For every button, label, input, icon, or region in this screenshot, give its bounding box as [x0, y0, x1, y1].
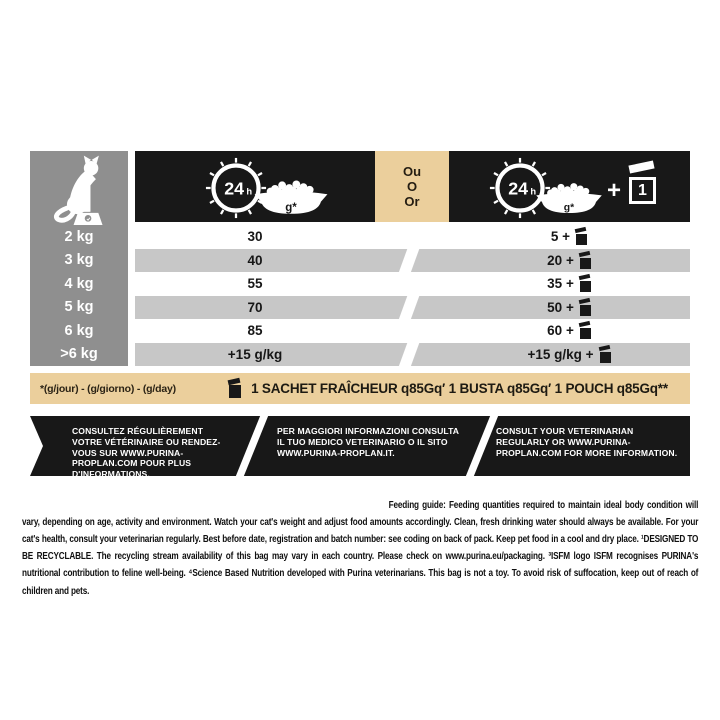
clock-label: 24	[508, 178, 529, 199]
weight-label: 5 kg	[30, 296, 128, 320]
feeding-table-rows	[30, 225, 690, 366]
row-values	[135, 225, 690, 249]
weight-label: 4 kg	[30, 272, 128, 296]
mix-amount-value: +15 g/kg +	[527, 346, 594, 362]
pouch-flap	[579, 251, 591, 257]
pouch-icon	[229, 379, 242, 399]
table-row	[30, 249, 690, 273]
pouch-count: 1	[629, 177, 656, 204]
row-values	[135, 319, 690, 343]
mix-amount-value: 5 +	[550, 229, 571, 245]
info-box-italian: PER MAGGIORI INFORMAZIONI CONSULTA IL TUO MEDICO VETERINARIO O IL SITO WWW.PURINA-PROPLAN.IT.	[277, 426, 459, 458]
pouch-flap	[579, 274, 591, 280]
weight-label: 3 kg	[30, 249, 128, 273]
pouch-flap	[579, 321, 591, 327]
row-values	[135, 272, 690, 296]
units-footnote: *(g/jour) - (g/giorno) - (g/day)	[40, 382, 176, 395]
diagonal-divider	[399, 249, 420, 273]
sachet-text: 1 SACHET FRAÎCHEUR q85Gq′ 1 BUSTA q85Gq′ 1 POUCH q85Gq**	[251, 381, 668, 396]
info-box-english: CONSULT YOUR VETERINARIAN REGULARLY OR WWW.PURINA-PROPLAN.COM FOR MORE INFORMATION.	[496, 426, 678, 458]
feeding-guide-body: Feeding quantities required to maintain ideal body condition will vary, depending on age, activity and environment. Watch your cat's weight and adjust food amounts accordingly. Clean, fresh drinking water should always be available. For your cat's health, consult your veterinarian regularly. Best before date, registration and batch number: see coding on back of pack. Keep pet food in a cool and dry place. ¹DESIGNED TO BE RECYCLABLE. The recycling stream availability of this bag may vary in each country. Please check on www.purina.eu/packaging. ³ISFM logo ISFM recognises PURINA's nutritional contribution to feline well-being. ⁴Science Based Nutrition developed with Purina veterinarians. This bag is not a toy. To avoid risk of suffocation, keep out of reach of children and pets.	[22, 498, 699, 597]
row-values	[135, 249, 690, 273]
or-line-it: O	[406, 179, 418, 194]
pouch-icon	[580, 275, 592, 292]
mix-amount-cell	[449, 225, 690, 249]
pouch-flap	[628, 160, 654, 173]
pouch-icon	[629, 162, 663, 204]
mix-amount-cell	[449, 296, 690, 320]
table-row	[30, 319, 690, 343]
or-line-fr: Ou	[402, 164, 422, 179]
dry-amount-value: 30	[247, 229, 263, 245]
mix-amount-cell	[449, 343, 690, 367]
weight-label: >6 kg	[30, 343, 128, 367]
sachet-note	[215, 373, 682, 404]
pouch-flap	[598, 345, 610, 351]
pouch-body	[229, 385, 241, 398]
column-gutter	[128, 343, 135, 367]
mix-amount-value: 20 +	[547, 252, 574, 268]
dry-amount-value: 40	[247, 252, 263, 268]
or-line-en: Or	[404, 194, 420, 209]
dry-amount-value: 85	[247, 323, 263, 339]
band-divider	[465, 415, 498, 477]
column-gutter	[128, 225, 135, 249]
mix-amount-cell	[449, 319, 690, 343]
diagonal-divider	[399, 343, 420, 367]
table-row	[30, 225, 690, 249]
column-gutter	[128, 319, 135, 343]
footnote-bar	[30, 373, 690, 404]
clock-suffix: h	[246, 185, 253, 197]
row-values	[135, 343, 690, 367]
bowl-grams-label: g*	[285, 202, 297, 215]
pouch-icon	[576, 228, 588, 245]
pouch-icon	[580, 252, 592, 269]
diagonal-divider	[399, 296, 420, 320]
dry-amount-value: 70	[247, 299, 263, 315]
pouch-flap	[579, 298, 591, 304]
pouch-body	[576, 234, 587, 245]
mix-amount-cell	[449, 249, 690, 273]
weight-label: 6 kg	[30, 319, 128, 343]
plus-sign: +	[607, 177, 622, 204]
pouch-body	[580, 281, 591, 292]
pouch-body	[600, 352, 611, 363]
dry-amount-value: +15 g/kg	[227, 346, 283, 362]
band-left-notch	[30, 416, 43, 476]
pouch-body	[580, 328, 591, 339]
mix-amount-cell	[449, 272, 690, 296]
column-gutter	[128, 296, 135, 320]
pouch-icon	[580, 322, 592, 339]
bowl-grams-label: g*	[563, 202, 575, 214]
feeding-guide-paragraph	[22, 497, 698, 600]
mix-amount-value: 35 +	[547, 276, 574, 292]
pouch-flap	[575, 227, 587, 233]
dry-amount-value: 55	[247, 276, 263, 292]
column-gutter	[128, 272, 135, 296]
cat-on-scale-icon	[39, 155, 119, 225]
weight-label: 2 kg	[30, 225, 128, 249]
mix-amount-value: 50 +	[547, 299, 574, 315]
pouch-icon	[580, 299, 592, 316]
table-row	[30, 272, 690, 296]
veterinarian-info-band	[30, 416, 690, 480]
column-gutter	[128, 249, 135, 273]
table-row	[30, 343, 690, 367]
info-box-french: CONSULTEZ RÉGULIÈREMENT VOTRE VÉTÉRINAIRE OU RENDEZ-VOUS SUR WWW.PURINA-PROPLAN.COM POUR PLUS D'INFORMATIONS.	[72, 426, 221, 480]
food-bowl-icon	[251, 176, 331, 216]
mix-column-header	[449, 151, 690, 222]
dry-column-header	[135, 151, 375, 222]
weight-column-header-cell	[30, 151, 128, 225]
pouch-body	[580, 258, 591, 269]
pouch-icon	[600, 346, 612, 363]
food-bowl-icon	[533, 179, 605, 215]
mix-amount-value: 60 +	[547, 323, 574, 339]
feeding-guide-title: Feeding guide:	[388, 498, 446, 511]
or-cell	[375, 151, 449, 222]
clock-label: 24	[224, 178, 245, 199]
row-values	[135, 296, 690, 320]
band-divider	[235, 415, 268, 477]
pouch-body	[580, 305, 591, 316]
clock-suffix: h	[530, 185, 537, 197]
table-row	[30, 296, 690, 320]
